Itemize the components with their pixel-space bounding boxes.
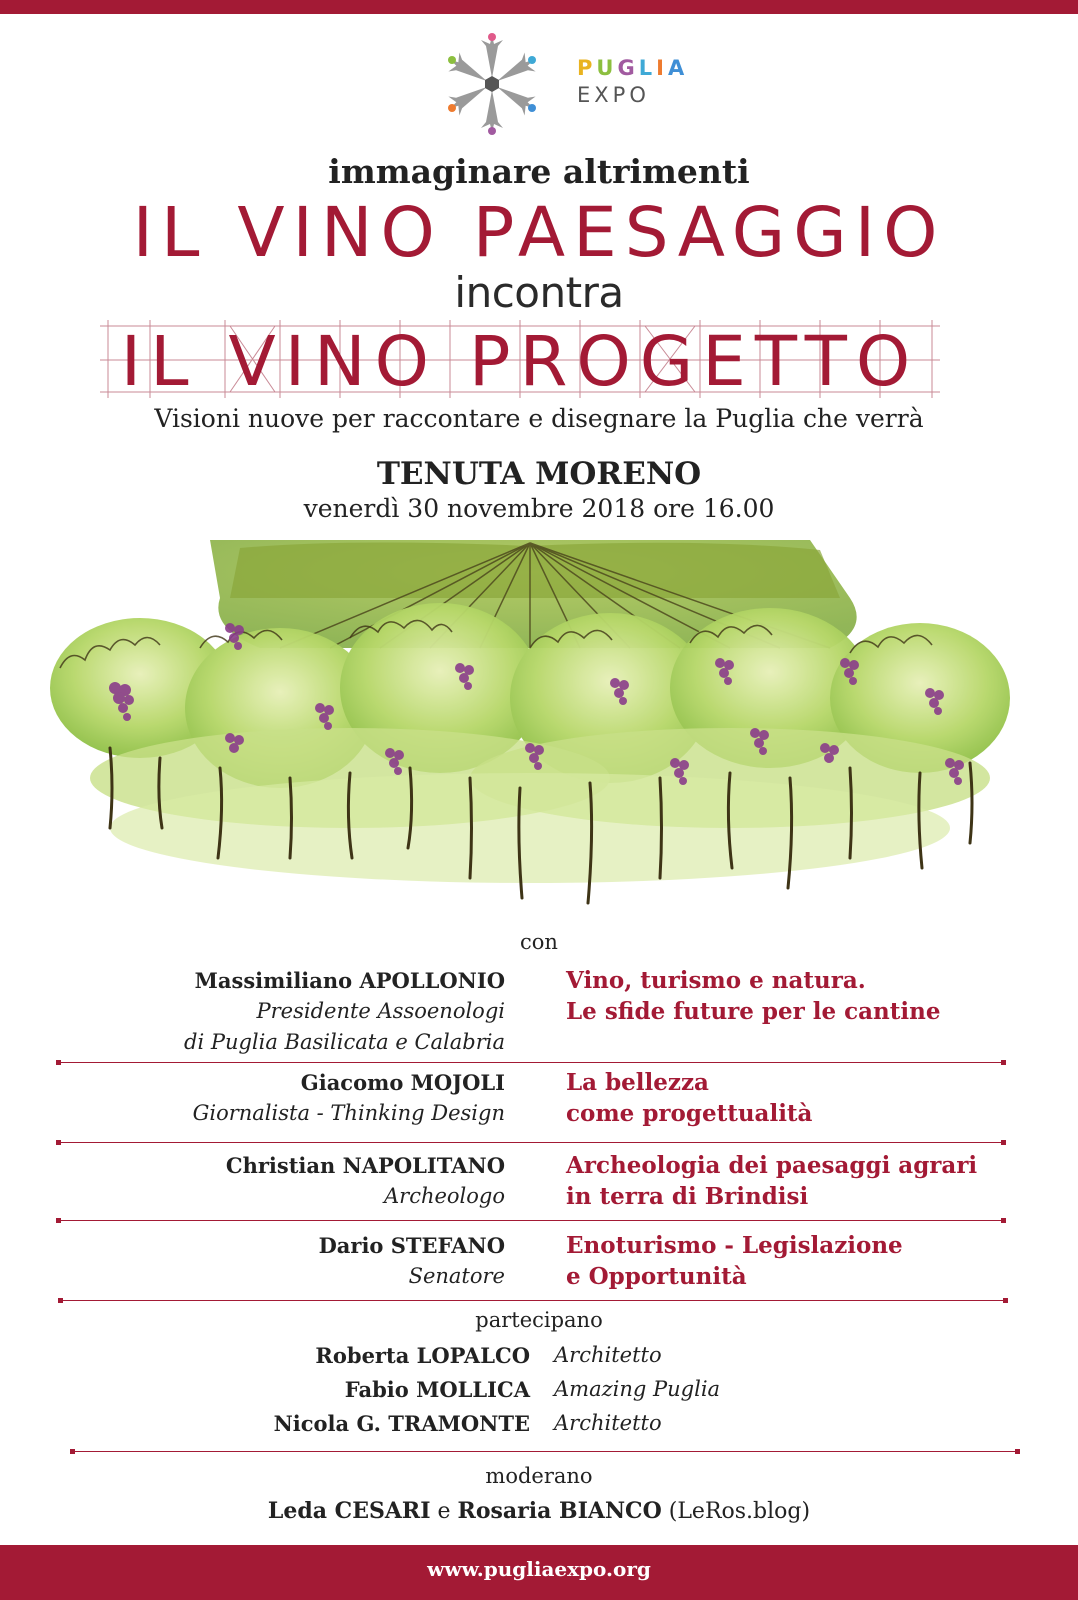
participant-role: Architetto (554, 1343, 662, 1367)
participant-name: Roberta LOPALCO (315, 1343, 530, 1368)
talk-title-line: La bellezza (566, 1069, 709, 1096)
speaker-name: Giacomo MOJOLI (300, 1070, 505, 1095)
talk-title-line: e Opportunità (566, 1263, 747, 1290)
speaker-role: Giornalista - Thinking Design (192, 1101, 505, 1125)
title-line-2-block (100, 320, 940, 402)
logo-line-expo: EXPO (577, 83, 650, 107)
moderators-note: (LeRos.blog) (668, 1499, 811, 1524)
logo-letter: I (656, 56, 668, 80)
speaker-info (226, 1150, 505, 1212)
speaker-info (184, 965, 505, 1058)
talk-title (566, 965, 941, 1027)
logo-letter: G (617, 56, 639, 80)
moderator-name: Leda CESARI (267, 1498, 431, 1524)
speaker-role: Archeologo (383, 1184, 505, 1208)
divider (60, 1300, 1006, 1301)
talk-title-line: Archeologia dei paesaggi agrari (566, 1152, 978, 1179)
speaker-info (193, 1067, 505, 1129)
divider (58, 1142, 1004, 1143)
speaker-name: Massimiliano APOLLONIO (194, 968, 505, 993)
participant-name: Fabio MOLLICA (344, 1377, 530, 1402)
top-accent-bar (0, 0, 1078, 14)
moderator-name: Rosaria BIANCO (457, 1498, 662, 1524)
divider (58, 1062, 1004, 1063)
participant-role: Architetto (554, 1411, 662, 1435)
footer-website-link[interactable]: www.pugliaexpo.org (427, 1557, 651, 1581)
speaker-role: Senatore (408, 1264, 505, 1288)
talk-title (566, 1067, 812, 1129)
talk-title-line: Vino, turismo e natura. (566, 967, 866, 994)
talk-title (566, 1150, 977, 1212)
talk-title-line: in terra di Brindisi (566, 1183, 809, 1210)
puglia-expo-logo-icon (440, 32, 544, 136)
speaker-role: Presidente Assoenologi (256, 999, 505, 1023)
logo-line-puglia (577, 55, 688, 82)
divider (58, 1220, 1004, 1221)
title-connector: incontra (454, 268, 624, 317)
vineyard-watercolor-illustration-icon (50, 538, 1010, 926)
speaker-role: di Puglia Basilicata e Calabria (184, 1030, 505, 1054)
event-venue: TENUTA MORENO (376, 456, 702, 492)
speaker-name: Christian NAPOLITANO (225, 1153, 505, 1178)
event-datetime: venerdì 30 novembre 2018 ore 16.00 (303, 494, 775, 523)
participant-name: Nicola G. TRAMONTE (273, 1411, 530, 1436)
talk-title-line: come progettualità (566, 1100, 813, 1127)
title-line-1: IL VINO PAESAGGIO (132, 193, 946, 273)
title-line-2: IL VINO PROGETTO (120, 322, 920, 402)
moderators-line (0, 1498, 1078, 1524)
logo-letter: A (667, 56, 689, 80)
talk-title-line: Le sfide future per le cantine (566, 998, 941, 1025)
talk-title-line: Enoturismo - Legislazione (566, 1232, 903, 1259)
speaker-name: Dario STEFANO (318, 1233, 505, 1258)
speakers-label: con (520, 930, 558, 954)
logo-letter: U (596, 56, 618, 80)
talk-title (566, 1230, 903, 1292)
participant-role: Amazing Puglia (554, 1377, 721, 1401)
logo-wordmark (577, 55, 688, 109)
kicker-text: immaginare altrimenti (328, 152, 750, 191)
speaker-info (319, 1230, 505, 1292)
subtitle: Visioni nuove per raccontare e disegnare la Puglia che verrà (154, 404, 924, 433)
logo-letter: L (638, 56, 657, 80)
moderators-joiner: e (437, 1499, 451, 1524)
logo-letter: P (577, 56, 597, 80)
moderators-label: moderano (485, 1464, 593, 1488)
participants-label: partecipano (475, 1308, 603, 1332)
divider (72, 1451, 1018, 1452)
